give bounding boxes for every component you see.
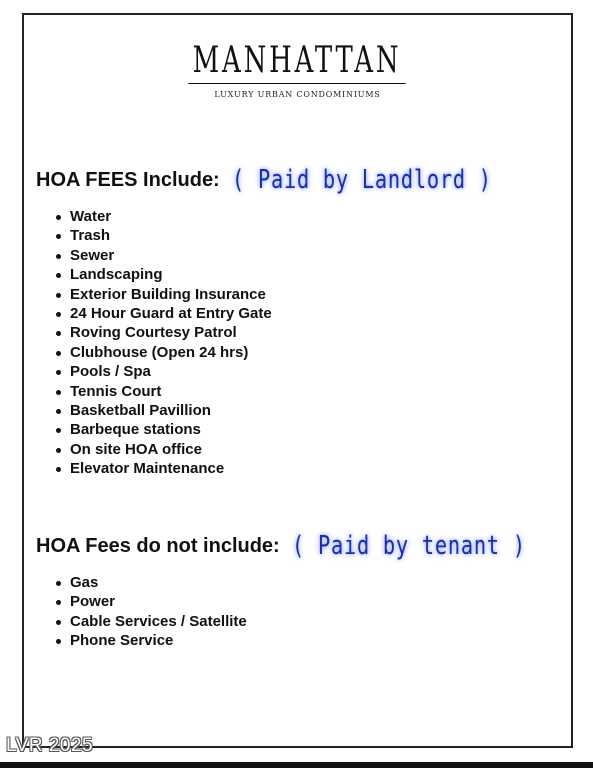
excluded-handwritten-note: ( Paid by tenant ) [291, 531, 526, 561]
list-item: Power [56, 592, 591, 611]
excluded-heading: HOA Fees do not include: [36, 534, 280, 557]
excluded-list [36, 573, 591, 651]
list-item: Phone Service [56, 631, 591, 650]
list-item: Exterior Building Insurance [56, 285, 565, 304]
list-item: Elevator Maintenance [56, 459, 565, 478]
hoa-included-section [36, 165, 565, 479]
list-item: Basketball Pavillion [56, 401, 565, 420]
list-item: Trash [56, 226, 565, 245]
list-item: Sewer [56, 246, 565, 265]
watermark: LVR 2025 [6, 735, 94, 756]
logo-tagline: LUXURY URBAN CONDOMINIUMS [214, 90, 381, 99]
hoa-excluded-section [36, 531, 591, 651]
excluded-heading-row [36, 531, 591, 561]
document-frame [22, 13, 573, 748]
included-heading: HOA FEES Include: [36, 168, 220, 191]
list-item: Barbeque stations [56, 420, 565, 439]
list-item: Roving Courtesy Patrol [56, 323, 565, 342]
manhattan-logo [24, 40, 571, 99]
included-heading-row [36, 165, 565, 195]
list-item: 24 Hour Guard at Entry Gate [56, 304, 565, 323]
list-item: Cable Services / Satellite [56, 612, 591, 631]
logo-title: MANHATTAN [189, 43, 406, 84]
included-list [36, 207, 565, 479]
bottom-border [0, 762, 593, 768]
list-item: Clubhouse (Open 24 hrs) [56, 343, 565, 362]
list-item: Landscaping [56, 265, 565, 284]
list-item: Water [56, 207, 565, 226]
list-item: On site HOA office [56, 440, 565, 459]
list-item: Gas [56, 573, 591, 592]
included-handwritten-note: ( Paid by Landlord ) [231, 165, 492, 195]
list-item: Pools / Spa [56, 362, 565, 381]
list-item: Tennis Court [56, 382, 565, 401]
